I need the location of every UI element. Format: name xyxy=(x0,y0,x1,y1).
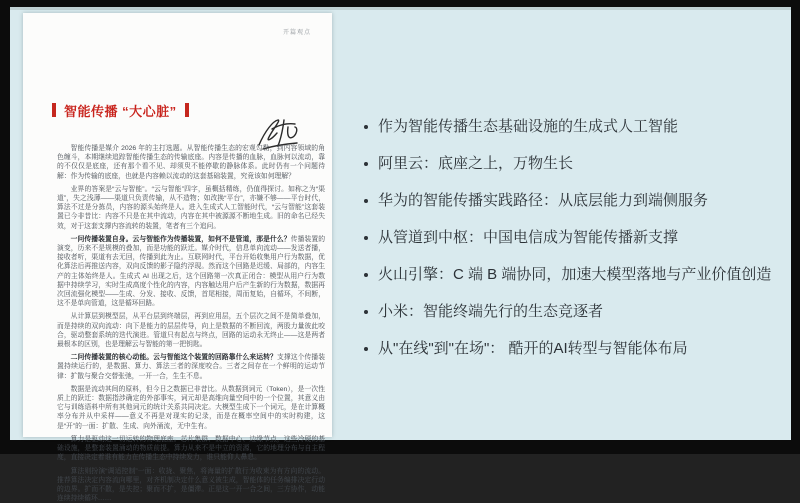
agenda-item-label: 作为智能传播生态基础设施的生成式人工智能 xyxy=(378,119,678,135)
slide-background xyxy=(10,7,791,440)
agenda-item xyxy=(364,119,787,135)
agenda-item xyxy=(364,193,787,209)
article-paragraph: 算法则扮演“调适控制”一面：收拢、聚焦，将海量的扩散行为收束为有方向的流动。推荐算法决定内容流向哪里，对齐机制决定什么意义被生成，智能体的任务编排决定行动的边界。扩而不散，是失控；聚而不扩，是僵滞。正是这一开一合之间，三方协作，动能连续持续循环…… xyxy=(57,467,325,503)
article-title-row xyxy=(52,102,189,118)
agenda-item xyxy=(364,230,787,246)
article-paragraph: 一问传播装置自身。云与智能作为传播装置，如何不是管道，那是什么？传播装置的演变，历来不是规模的叠加，而是功能的跃迁。媒介时代，信息单向流动——发送者播，接收者听，渠道有去无回，传播到此为止。互联网时代，平台开始收集用户行为数据，优化算法后再推送内容，双向反馈的影子隐约浮现。然而这个回路是迟缓、局部的，内容生产的主体始终是人。生成式 AI 出现之后，这个回路第一次真正闭合：模型从用户行为数据中持续学习，实时生成高度个性化的内容，内容触达用户后产生新的行为数据，数据再次回流强化模型——生成、分发、接收、反馈，首尾相接，周而复始，自循环，不间断，这不是单向管道，这是循环回路。 xyxy=(57,235,325,309)
bullet-icon xyxy=(364,236,368,240)
agenda-item xyxy=(364,156,787,172)
title-accent-bar-right xyxy=(185,103,189,117)
column-label: 开篇观点 xyxy=(283,27,311,36)
slide-top-edge xyxy=(10,7,791,10)
bullet-icon xyxy=(364,125,368,129)
article-paragraph: 从计算层到模型层，从平台层到终端层，再到应用层，五个层次之间不是简单叠加，而是持续的双向流动：向下是能力的层层传导，向上是数据的不断回流，两股力量彼此咬合，驱动整套系统的迭代演进。管道只有起点与终点，回路的运动永无终止——这是两者最根本的区别，也是理解云与智能的第一把钥匙。 xyxy=(57,312,325,349)
agenda-list xyxy=(364,119,787,440)
agenda-item-label: 火山引擎：C 端 B 端协同，加速大模型落地与产业价值创造 xyxy=(378,267,771,283)
agenda-item xyxy=(364,341,787,357)
bullet-icon xyxy=(364,199,368,203)
article-title: 智能传播 “大心脏” xyxy=(64,101,177,120)
agenda-item-label: 小米：智能终端先行的生态竞逐者 xyxy=(378,304,603,320)
bullet-icon xyxy=(364,347,368,351)
article-paragraph: 二问传播装置的核心动能。云与智能这个装置的回路靠什么来运转？支撑这个传播装置持续运行的，是数据、算力、算法三者的深度咬合。三者之间存在一个鲜明的运动节律：扩散与聚合交替张弛，一开一合，生生不息。 xyxy=(57,353,325,381)
article-paragraph: 算力是驱动这一切运转的物理底座。芯片集群、数据中心、边缘节点，这些冷硬的基础设施，是整套装置涌动的物质前提。算力从来不是中立的资源，它的地理分布与自主程度，直接决定着谁有能力在传播生态中持续发力，谁只能仰人鼻息。 xyxy=(57,435,325,463)
agenda-item xyxy=(364,304,787,320)
agenda-item-label: 从管道到中枢：中国电信成为智能传播新支撑 xyxy=(378,230,678,246)
paragraph-lead: 一问传播装置自身。云与智能作为传播装置，如何不是管道，那是什么？ xyxy=(71,236,291,243)
article-paragraph: 数据是流动其间的原料，但今日之数据已非昔比。从数据到词元（Token），是一次性质上的跃迁：数据指涉确定的外部事实，词元却是高维向量空间中的一个位置，其意义由它与训练语料中所有其他词元的统计关系共同决定。大模型生成下一个词元，是在计算概率分布并从中采样——意义不再是对现实的记录，而是在概率空间中的实时构建，这是“开”的一面：扩散、生成、向外涌流，无中生有。 xyxy=(57,385,325,431)
article-paragraph: 业界的答案是“云与智能”。“云与智能”四字，虽概括精练，仍值得探讨。如称之为“渠道”，失之浅薄——渠道只负责传输，从不造物；如改换“平台”，亦嫌不够——平台时代，算法不过是分拣员，内容的源头始终是人。进入生成式人工智能时代，“云与智能”这套装置已今非昔比：内容不只是在其中流动，内容在其中被源源不断地生成。旧的命名已经失效，对于这套支撑内容流转的装置，笔者有三个追问。 xyxy=(57,185,325,231)
article-body xyxy=(57,144,325,435)
journal-page xyxy=(23,13,332,437)
title-accent-bar-left xyxy=(52,103,56,117)
bullet-icon xyxy=(364,273,368,277)
agenda-item-label: 阿里云：底座之上，万物生长 xyxy=(378,156,573,172)
article-paragraph: 智能传播是媒介 2026 年的主打选题。从智能传播生态的宏观勾勒，到内容领域的角色缠斗，本期继续追踪智能传播生态的传输底座。内容是传播的血脉，血脉何以流动，靠的不仅仅是底座，还有那个看不见、却须臾不能停歇的静脉体系。此时仍有一个问题待解：作为传输的底座，也就是内容赖以流动的这套基础装置，究竟该如何理解？ xyxy=(57,144,325,181)
agenda-item-label: 从"在线"到"在场"： 酷开的AI转型与智能体布局 xyxy=(378,341,688,357)
bullet-icon xyxy=(364,162,368,166)
paragraph-lead: 二问传播装置的核心动能。云与智能这个装置的回路靠什么来运转？ xyxy=(71,354,277,361)
agenda-item-label: 华为的智能传播实践路径：从底层能力到端侧服务 xyxy=(378,193,708,209)
agenda-item xyxy=(364,267,787,283)
bullet-icon xyxy=(364,310,368,314)
